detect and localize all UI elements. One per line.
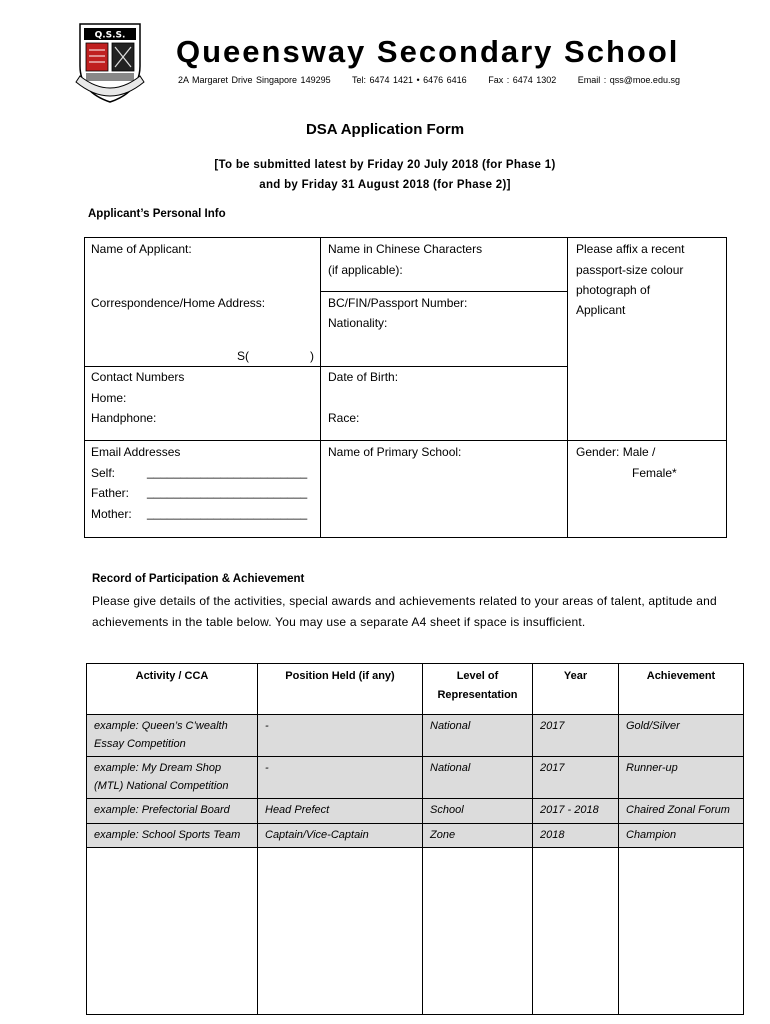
activity-entry-field[interactable]	[87, 848, 258, 1015]
gender-label: Gender: Male /	[576, 445, 656, 459]
email-mother-field[interactable]: ________________________	[147, 506, 308, 520]
table-row	[87, 757, 744, 799]
example-level: School	[423, 799, 533, 824]
email-father-field[interactable]: ________________________	[147, 485, 308, 499]
handphone-label: Handphone:	[91, 411, 157, 425]
home-phone-label: Home:	[91, 391, 127, 405]
example-year: 2017	[533, 757, 619, 799]
column-header-level: Level of Representation	[423, 664, 533, 715]
column-header-position: Position Held (if any)	[258, 664, 423, 715]
example-level: Zone	[423, 823, 533, 848]
column-header-achievement: Achievement	[619, 664, 744, 715]
deadline-line-1: [To be submitted latest by Friday 20 July 2018 (for Phase 1)	[214, 159, 556, 171]
chinese-name-note: (if applicable):	[328, 263, 403, 277]
primary-school-label: Name of Primary School:	[328, 445, 462, 459]
table-row	[87, 799, 744, 824]
example-level: National	[423, 715, 533, 757]
email-self-label: Self:	[91, 466, 116, 480]
example-achievement: Runner-up	[619, 757, 744, 799]
address-label: Correspondence/Home Address:	[91, 296, 266, 310]
activity-table	[86, 663, 744, 1015]
photo-instruction-line-2: passport-size colour	[576, 263, 684, 277]
postal-code-label: S(	[237, 349, 249, 363]
level-entry-field[interactable]	[423, 848, 533, 1015]
school-crest-logo	[74, 20, 146, 104]
example-activity: example: School Sports Team	[87, 823, 258, 848]
personal-info-heading: Applicant’s Personal Info	[88, 208, 226, 220]
table-row	[87, 823, 744, 848]
example-year: 2018	[533, 823, 619, 848]
form-title: DSA Application Form	[305, 121, 465, 138]
school-name: Queensway Secondary School	[176, 34, 680, 69]
photo-instruction-line-1: Please affix a recent	[576, 242, 685, 256]
example-achievement: Chaired Zonal Forum	[619, 799, 744, 824]
example-achievement: Gold/Silver	[619, 715, 744, 757]
table-divider	[567, 237, 568, 538]
name-of-applicant-field[interactable]	[91, 260, 313, 290]
example-year: 2017 - 2018	[533, 799, 619, 824]
email-addresses-label: Email Addresses	[91, 445, 181, 459]
column-header-activity: Activity / CCA	[87, 664, 258, 715]
table-divider	[84, 440, 727, 441]
record-instructions: Please give details of the activities, special awards and achievements related to your areas of talent, aptitude and achievements in the table below. You may use a separate A4 sheet if space is insufficient.	[92, 594, 717, 629]
example-activity: example: My Dream Shop (MTL) National Competition	[87, 757, 258, 799]
crest-text: Q.S.S.	[94, 30, 126, 41]
example-activity: example: Prefectorial Board	[87, 799, 258, 824]
date-of-birth-label: Date of Birth:	[328, 370, 399, 384]
school-address: 2A Margaret Drive Singapore 149295	[178, 75, 331, 85]
table-divider	[320, 291, 568, 292]
school-email: Email : qss@moe.edu.sg	[577, 75, 680, 85]
example-position: -	[258, 757, 423, 799]
year-entry-field[interactable]	[533, 848, 619, 1015]
school-fax: Fax : 6474 1302	[488, 75, 557, 85]
position-entry-field[interactable]	[258, 848, 423, 1015]
bc-fin-passport-label: BC/FIN/Passport Number:	[328, 296, 468, 310]
postal-code-close: )	[310, 349, 314, 363]
record-heading: Record of Participation & Achievement	[92, 573, 305, 585]
school-contact-line	[178, 75, 698, 85]
table-divider	[320, 237, 321, 538]
deadline-line-2: and by Friday 31 August 2018 (for Phase 2)]	[259, 179, 511, 191]
column-header-year: Year	[533, 664, 619, 715]
example-position: -	[258, 715, 423, 757]
chinese-name-label: Name in Chinese Characters	[328, 242, 483, 256]
email-self-field[interactable]: ________________________	[147, 465, 308, 479]
email-father-label: Father:	[91, 486, 130, 500]
gender-female-option: Female*	[632, 466, 677, 480]
table-header-row	[87, 664, 744, 715]
race-label: Race:	[328, 411, 360, 425]
school-tel: Tel: 6474 1421 • 6476 6416	[351, 75, 467, 85]
blank-entry-row	[87, 848, 744, 1015]
table-row	[87, 715, 744, 757]
nationality-label: Nationality:	[328, 316, 388, 330]
photo-instruction-line-4: Applicant	[576, 303, 626, 317]
example-position: Head Prefect	[258, 799, 423, 824]
email-mother-label: Mother:	[91, 507, 132, 521]
example-level: National	[423, 757, 533, 799]
contact-numbers-label: Contact Numbers	[91, 370, 185, 384]
photo-instruction-line-3: photograph of	[576, 283, 651, 297]
name-of-applicant-label: Name of Applicant:	[91, 242, 192, 256]
example-achievement: Champion	[619, 823, 744, 848]
achievement-entry-field[interactable]	[619, 848, 744, 1015]
example-year: 2017	[533, 715, 619, 757]
example-position: Captain/Vice-Captain	[258, 823, 423, 848]
example-activity: example: Queen’s C’wealth Essay Competition	[87, 715, 258, 757]
